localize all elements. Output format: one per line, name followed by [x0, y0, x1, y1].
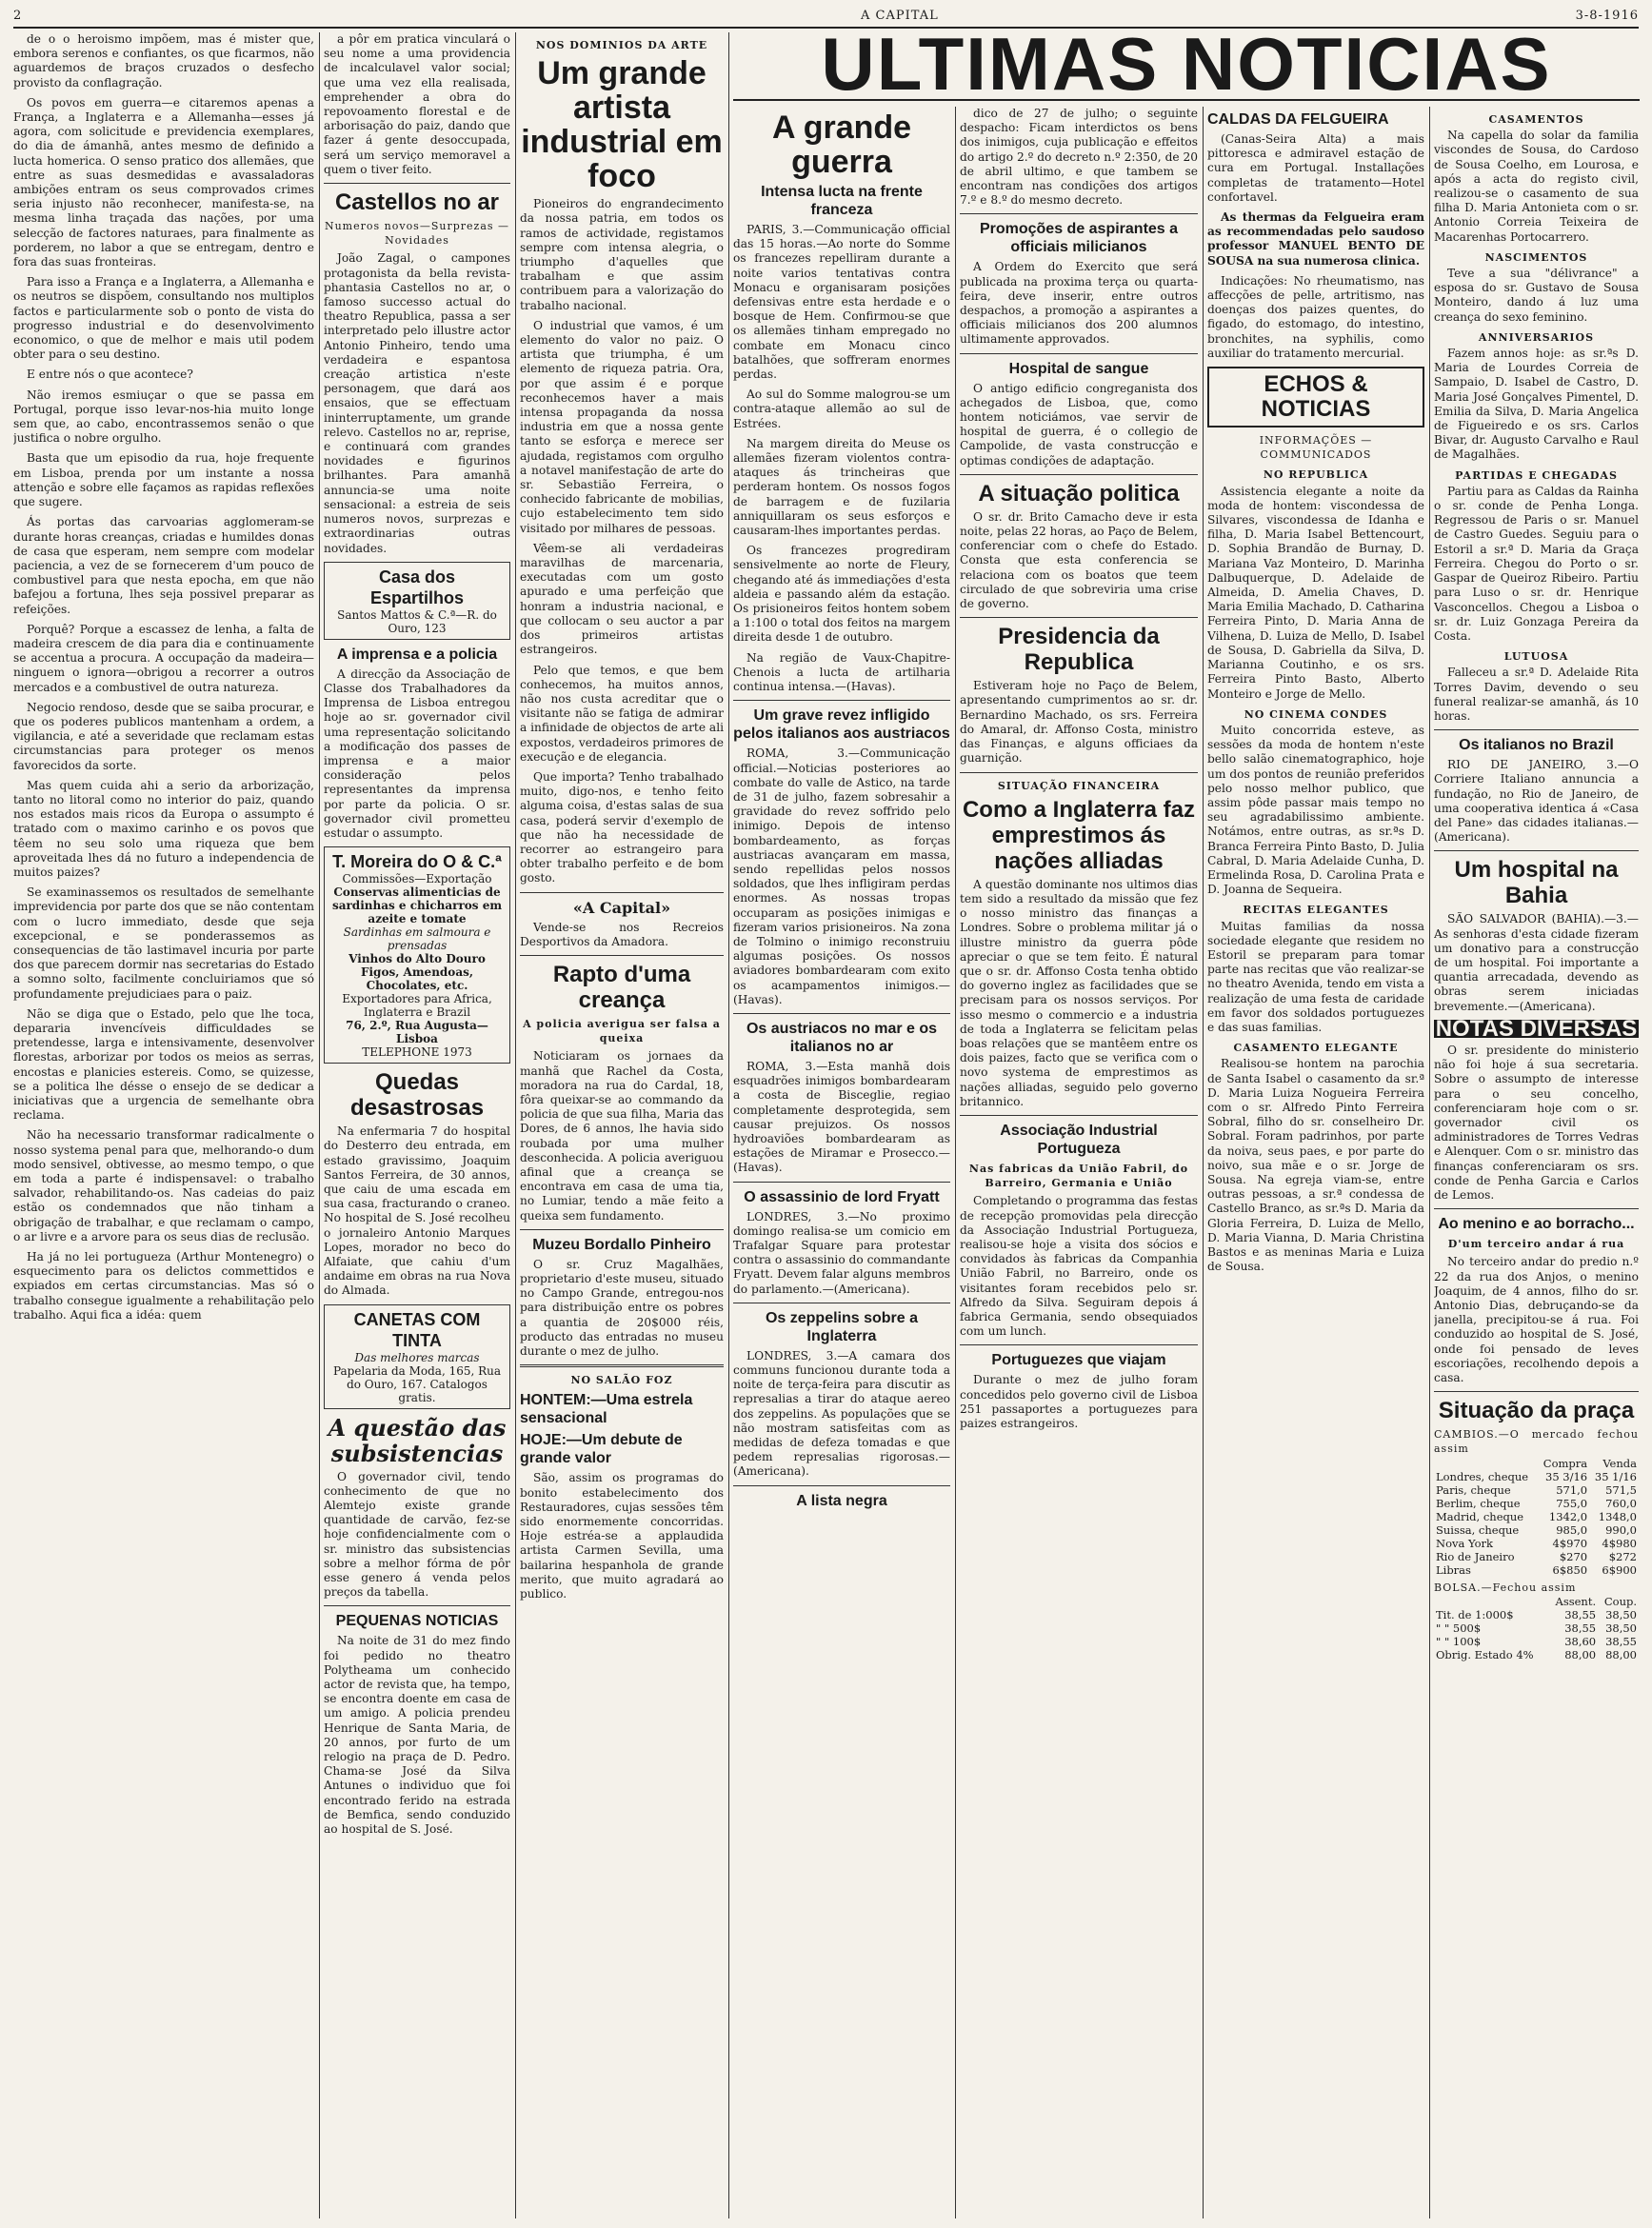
article-headline: A imprensa e a policia — [336, 646, 498, 663]
divider — [960, 353, 1198, 354]
divider — [733, 1485, 950, 1486]
paragraph: O sr. Cruz Magalhães, proprietario d'este museu, situado no Campo Grande, entregou-nos para distribuição entre os pobres a quantia de 20$000 réis, producto das entradas no museu durante o mez de julho. — [520, 1257, 724, 1359]
article-headline: A grande guerra — [771, 109, 912, 180]
table-cell: Paris, cheque — [1436, 1482, 1511, 1497]
paragraph: O governador civil, tendo conhecimento de que no Alemtejo existe grande quantidade de carvão, fez-se hoje confidencialmente com o sr. ministro das subsistencias sobre a melhor fórma de pôr esse genero á venda pelos preços da tabella. — [324, 1469, 510, 1600]
table-cell: 1342,0 — [1548, 1509, 1588, 1523]
article-headline: Associação Industrial Portugueza — [1000, 1122, 1158, 1157]
column-divider — [1203, 107, 1204, 2218]
table-cell: 990,0 — [1605, 1522, 1637, 1537]
article-headline: PEQUENAS NOTICIAS — [335, 1613, 499, 1630]
section-kicker: RECITAS ELEGANTES — [1243, 904, 1389, 917]
table-row — [1434, 1537, 1639, 1550]
table-cell: 985,0 — [1556, 1522, 1588, 1537]
paragraph: Completando o programma das festas de recepção promovidas pela direcção da Associação Industrial Portugueza, realisou-se hoje a visita dos sócios e convidados às fabricas da Companhia União Fabril, no Barreiro, onde os visitantes foram recebidos pelo sr. Alfredo da Silva. Seguiram depois á fabrica Germania, sendo obsequiados com um lunch. — [960, 1194, 1198, 1339]
table-cell: 755,0 — [1556, 1496, 1588, 1510]
article-headline: Ao menino e ao borracho... — [1438, 1216, 1635, 1233]
advert-title: T. Moreira do O & C.ª — [332, 852, 502, 872]
section-kicker: NOS DOMINIOS DA ARTE — [535, 39, 708, 51]
paragraph: Fazem annos hoje: as sr.ªs D. Maria de Lourdes Correia de Sampaio, D. Isabel de Castro, D. Maria José Gonçalves Pimentel, D. Emilia da Silva, D. Maria Angelica de Figueiredo e os srs. Carlos Bivar, dr. Augusto Carvalho e Raul de Magalhães. — [1434, 347, 1639, 462]
divider — [960, 474, 1198, 475]
paragraph: Assistencia elegante a noite da moda de hontem: viscondessa de Silvares, viscondessa de Idanha e filha, D. Maria Isabel Bettencourt, D. Sophia Brandão de Burnay, D. Mariana Vaz Monteiro, D. Marinha Dalbuquerque, D. Adelaide de Almeida, D. Amelia Chaves, D. Maria Emilia Machado, D. Catharina Ferreira Pinto, D. Maria Anna de Vilhena, D. Luiza de Mello, D. Isabel de Sousa, D. Gabriella da Silva, D. Marianna Coutinho, e os srs. Ferreira Pinto Basto, Alberto Monteiro e Jorge de Mello. — [1207, 484, 1424, 701]
paragraph: Falleceu a sr.ª D. Adelaide Rita Torres Davim, devendo o seu funeral realizar-se amanhã, ás 10 horas. — [1434, 666, 1639, 723]
paragraph: SÃO SALVADOR (BAHIA).—3.—As senhoras d'esta cidade fizeram um donativo para a construcção de um hospital. Foi importante a quantia arrecadada, devendo as obras serem iniciadas brevemente.—(Americana). — [1434, 912, 1639, 1013]
table-row — [1434, 1510, 1639, 1523]
advert-address: Santos Mattos & C.ª—R. do Ouro, 123 — [337, 607, 497, 635]
table-row — [1434, 1648, 1639, 1661]
article-headline: «A Capital» — [572, 898, 671, 917]
column-divider — [319, 32, 320, 2218]
advert-phone: TELEPHONE 1973 — [362, 1045, 472, 1060]
paragraph: Durante o mez de julho foram concedidos pelo governo civil de Lisboa 251 passaportes a portuguezes para paizes estrangeiros. — [960, 1373, 1198, 1430]
column-4 — [733, 107, 950, 2218]
masthead-small: A CAPITAL — [861, 8, 939, 23]
issue-date: 3-8-1916 — [1575, 8, 1639, 23]
article-headline: HOJE:—Um debute de grande valor — [520, 1432, 683, 1467]
divider — [1434, 729, 1639, 730]
paragraph: Ha já no lei portugueza (Arthur Montenegro) o esquecimento para os delictos commettidos e expiados em certas circumstancias. Mas só o trabalho consegue igualmente a rehabilitação pelo trabalho. Aqui fica a idéa: quem — [13, 1250, 314, 1322]
article-headline: Os zeppelins sobre a Inglaterra — [765, 1309, 919, 1344]
exchange-table — [1434, 1457, 1639, 1577]
paragraph: Não iremos esmiuçar o que se passa em Portugal, porque isso levar-nos-hia muito longe sem que, ao cabo, encontrassemos senão o que justifica o nobre orgulho. — [13, 388, 314, 446]
section-kicker: NO REPUBLICA — [1263, 468, 1369, 482]
column-6 — [1207, 107, 1424, 2218]
divider — [960, 617, 1198, 618]
paragraph: Que importa? Tenho trabalhado muito, digo-nos, e tenho feito alguma coisa, d'estas salas de sua casa, poderá servir d'exemplo de que não ha necessidade de recorrer ao estrangeiro para obter trabalho perfeito e de bom gosto. — [520, 769, 724, 885]
table-header-cell: Compra — [1543, 1456, 1588, 1470]
table-cell: 88,00 — [1605, 1647, 1637, 1661]
table-cell: 1348,0 — [1598, 1509, 1637, 1523]
table-cell: 35 3/16 — [1545, 1469, 1588, 1483]
section-title-echos: ECHOS & NOTICIAS — [1207, 367, 1424, 428]
article-subhead: A policia averigua ser falsa a queixa — [523, 1017, 721, 1045]
table-cell: 38,55 — [1605, 1634, 1637, 1648]
article-headline: Um grave revez infligido pelos italianos aos austriacos — [733, 707, 950, 743]
paragraph: de o o heroismo impõem, mas é mister que, embora serenos e confiantes, os que ficarmos, não aguardemos de braços cruzados o desfecho provisto da conflagração. — [13, 32, 314, 90]
table-cell: 6$850 — [1552, 1562, 1588, 1577]
advert-line: Das melhores marcas — [354, 1350, 480, 1364]
table-header-row — [1434, 1595, 1639, 1608]
paragraph: A questão dominante nos ultimos dias tem sido a resultado da missão que fez o nosso ministro das finanças a Londres. Sobre o problema militar já o illustre ministro da guerra pôde apreciar o que se tem feito. É natural que o sr. dr. Affonso Costa tenha obtido do governo inglez as facilidades que se precisam para os nossos serviços. Por isso mesmo o commercio e a industria de toda a Inglaterra se felicitam pelas boas relações que se mantêem entre os dois paizes, facto que se verifica com o novo systema de emprestimos as nações alliadas, seguido pelo governo britannico. — [960, 877, 1198, 1108]
advert-line: Exportadores para Africa, Inglaterra e Brazil — [342, 992, 492, 1020]
table-cell: Obrig. Estado 4% — [1436, 1647, 1534, 1661]
advert-address: 76, 2.º, Rua Augusta—Lisboa — [346, 1019, 488, 1046]
section-title-notas: NOTAS DIVERSAS — [1435, 1015, 1638, 1042]
table-row — [1434, 1621, 1639, 1635]
section-kicker: CASAMENTO ELEGANTE — [1233, 1042, 1399, 1055]
paragraph: ROMA, 3.—Esta manhã dois esquadrões inimigos bombardearam a costa de Bisceglie, regiao completamente desprotegida, sem causar prejuizos. Os nossos hydroaviões bombardearam as estações de Miramar e Prosecco.—(Havas). — [733, 1059, 950, 1175]
table-cell: Suissa, cheque — [1436, 1522, 1520, 1537]
table-row — [1434, 1550, 1639, 1563]
table-cell: $270 — [1559, 1549, 1588, 1563]
divider — [960, 772, 1198, 773]
paragraph: João Zagal, o campones protagonista da bella revista-phantasia Castellos no ar, o famoso successo actual do theatro Republica, passa a ser interpretado pelo illustre actor Antonio Pinheiro, tendo uma verdadeira e espantosa creação artistica n'este personagem, que dará aos ensaios, que se effectuam ininterruptamente, um grande relevo. Castellos no ar, reprise, e continuará com grandes novidades e figurinos brilhantes. Para amanhã annuncia-se uma noite sensacional: a estreia de seis numeros novos, surprezas e extraordinarias outras novidades. — [324, 251, 510, 555]
table-cell: $272 — [1608, 1549, 1637, 1563]
paragraph: dico de 27 de julho; o seguinte despacho: Ficam interdictos os bens dos inimigos, cuja publicação e effeitos do artigo 2.º do decreto n.º 2:350, de 20 de abril ultimo, e que tambem se encontram nas condições dos artigos 7.º e 8.º do mesmo decreto. — [960, 107, 1198, 208]
table-cell: Libras — [1436, 1562, 1471, 1577]
bolsa-table — [1434, 1595, 1639, 1661]
article-headline: A questão das subsistencias — [328, 1413, 507, 1467]
paragraph: Os francezes progrediram sensivelmente ao norte de Fleury, chegando até ás immediações d'esta aldeia e passando além da estação. Os prisioneiros feitos hontem sobem a 1:100 o total dos feitos na margem direita desde 1 de outubro. — [733, 544, 950, 645]
column-7 — [1434, 107, 1639, 2218]
table-cell: " " 500$ — [1436, 1621, 1482, 1635]
article-headline: Hospital de sangue — [1008, 360, 1149, 377]
paragraph: Estiveram hoje no Paço de Belem, apresentando cumprimentos ao sr. dr. Bernardino Machado, os srs. Ferreira do Amaral, dr. Affonso Costa, ministro das Finanças, e alguns officiaes da guarnição. — [960, 679, 1198, 766]
paragraph: Muitas familias da nossa sociedade elegante que residem no Estoril se preparam para tomar parte nas recitas que vão realizar-se no theatro Avenida, tendo em vista a realização de uma festa de caridade em favor dos soldados portuguezes e das suas familias. — [1207, 919, 1424, 1034]
paragraph: O industrial que vamos, é um elemento do valor no paiz. O artista que triumpha, é um elemento de riqueza patria. Ora, por que assim é e porque reconhecemos haver a mais intensa propaganda da nossa industria em que a nossa gente tanto se esforça e merece ser ajudada, registamos com orgulho a notavel manifestação de arte do sr. Sebastião Ferreira, o conhecido fabricante de mobilias, cujo estabelecimento tem sido visitado por milhares de pessoas. — [520, 318, 724, 535]
column-divider — [515, 32, 516, 2218]
paragraph: Vêem-se ali verdadeiras maravilhas de marcenaria, executadas com um gosto apurado e uma perfeição que honram a industria nacional, e que collocam o seu auctor a par dos primeiros artistas estrangeiros. — [520, 541, 724, 657]
paragraph: LONDRES, 3.—A camara dos communs funcionou durante toda a noite de terça-feira para discutir as represalias a tirar do ataque aereo dos zeppelins. As populações que se não mostram satisfeitas com as medidas de defeza tomadas e que pedem represalias rigorosas.—(Americana). — [733, 1348, 950, 1479]
paragraph: Mas quem cuida ahi a serio da arborização, tanto no litoral como no interior do paiz, quando nos estados mais ricos da Europa o assumpto é tratado com o maximo carinho e os povos que têem no seu solo uma riqueza que bem aproveitada lhes dá no futuro a independencia de muitos paizes? — [13, 778, 314, 879]
paragraph: Não ha necessario transformar radicalmente o nosso systema penal para que, melhorando-o dum modo sensivel, obtivesse, ao mesmo tempo, o que em toda a parte é indispensavel: o trabalho salvador, rehabilitando-os. Nas cadeias do paiz estão os condemnados que não tinham a obrigação de trabalhar, e que reclamam o campo, o ar livre e a arvore para os seus dias de reclusão. — [13, 1128, 314, 1243]
table-row — [1434, 1608, 1639, 1621]
section-kicker: NASCIMENTOS — [1484, 250, 1588, 264]
divider — [1434, 1208, 1639, 1209]
table-header-cell — [1434, 1457, 1538, 1470]
article-headline: Muzeu Bordallo Pinheiro — [532, 1236, 711, 1253]
table-cell: 35 1/16 — [1594, 1469, 1637, 1483]
paragraph: A direcção da Associação de Classe dos Trabalhadores da Imprensa de Lisboa entregou hoje ao sr. governador civil uma representação solicitando a modificação dos passes de imprensa e a maior consideração pelos representantes da imprensa por parte da policia. O sr. governador civil prometteu estudar o assumpto. — [324, 666, 510, 840]
paragraph: Na enfermaria 7 do hospital do Desterro deu entrada, em estado gravissimo, Joaquim Santos Ferreira, de 30 annos, que caiu de uma escada em sua casa, fracturando o craneo. No hospital de S. José recolheu o jornaleiro Antonio Marques Lopes, morador no beco do Alfaiate, que cahiu d'um andaime em obras na rua Nova do Almada. — [324, 1124, 510, 1298]
paragraph: Ás portas das carvoarias agglomeram-se durante horas creanças, criadas e humildes donas de casa que esperam, nem sempre com modelar paciencia, a vez de se fornecerem d'um pouco de combustivel para que nesta epocha, em que não bafejou a fortuna, lhes seja possivel preparar as refeições. — [13, 515, 314, 616]
advert-line: Commissões—Exportação — [342, 872, 492, 886]
section-kicker: LUTUOSA — [1503, 650, 1569, 664]
table-row — [1434, 1483, 1639, 1497]
table-header-cell: Coup. — [1603, 1594, 1637, 1608]
paragraph: São, assim os programas do bonito estabelecimento dos Restauradores, cujas sessões têm sido enormemente concorridas. Hoje estréa-se a applaudida artista Carmen Sevilla, uma bailarina hespanhola de grande merito, que muito agradará ao publico. — [520, 1471, 724, 1601]
advert-line: Vinhos do Alto Douro — [348, 952, 486, 966]
divider — [1434, 850, 1639, 851]
table-header-cell: Assent. — [1555, 1594, 1597, 1608]
table-cell: 88,00 — [1564, 1647, 1597, 1661]
column-5 — [960, 107, 1198, 2218]
article-headline: Portuguezes que viajam — [991, 1352, 1166, 1369]
table-cell: 571,0 — [1556, 1482, 1588, 1497]
section-kicker: NO CINEMA CONDES — [1244, 707, 1388, 721]
article-headline: Os italianos no Brazil — [1459, 737, 1614, 754]
paragraph: PARIS, 3.—Communicação official das 15 horas.—Ao norte do Somme os francezes repelliram durante a noite varios tentativas contra Monacu e organisaram posições defensivas entre esta herdade e o bosque de Hem. Confirmou-se que os allemães tinham empregado no combate em Monacu cinco batalhões, que soffreram enormes perdas. — [733, 223, 950, 382]
paragraph: Vende-se nos Recreios Desportivos da Amadora. — [520, 920, 724, 948]
paragraph: Os povos em guerra—e citaremos apenas a França, a Inglaterra e a Allemanha—esses já agora, com solicitude e previdencia exemplares, do dia de ámanhã, antes mesmo de definido a lucta homerica. O senso pratico dos allemães, que entre as suas desmedidas e avassaladoras ambições entram os seus comprovados crimes seria injusto não reconhecer, manifesta-se, na mesma linha traçada das nações, por uma selecção de factores naturaes, para finalmente as porderem, no labor a que se entregam, dentro e fora das suas fronteiras. — [13, 95, 314, 269]
paragraph: O antigo edificio congreganista dos achegados de Lisboa, que, como hontem noticiámos, vae servir de hospital de guerra, é o collegio de Campolide, de vasta construcção e optimas condições de adaptação. — [960, 381, 1198, 467]
table-cell: " " 100$ — [1436, 1634, 1482, 1648]
paragraph: Para isso a França e a Inglaterra, a Allemanha e os neutros se dispõem, consultando nos multiplos factos e particularmente sob o ponto de vista do progresso industrial e do desenvolvimento economico, o que de melhor e mais util podem obter para o seu destino. — [13, 275, 314, 362]
paragraph: a pôr em pratica vinculará o seu nome a uma providencia de incalculavel valor social; que uma vez ella realisada, emprehender a obra do repovoamento florestal e de arborisação do paiz, dando que fazer á gente desoccupada, será um serviço memoravel a quem o tiver feito. — [324, 32, 510, 176]
paragraph: Negocio rendoso, desde que se saiba procurar, e que os poderes publicos mantenham a ordem, a vigilancia, e até a severidade que reclamam estas circumstancias para proteger os menos favorecidos da sorte. — [13, 700, 314, 772]
paragraph: Noticiaram os jornaes da manhã que Rachel da Costa, moradora na rua do Cardal, 18, fôra queixar-se ao commando da policia de que sua filha, Maria das Dores, de 6 annos, lhe havia sido roubada por uma mulher desconhecida. A policia averiguou afinal que a creança se encontrava em casa de uma tia, no Lumiar, tendo a mãe feito a queixa sem fundamento. — [520, 1049, 724, 1223]
divider — [960, 1115, 1198, 1116]
advert-title: CANETAS COM TINTA — [353, 1309, 481, 1350]
paragraph: ROMA, 3.—Communicação official.—Noticias posteriores ao combate do valle de Astico, na tarde de 31 de julho, fazem sobresahir a gravidade do revez soffrido pelo inimigo. Depois de intenso bombardeamento, as forças austriacas avançaram em massa, sendo repellidas pelos nossos soldados, que lhes infligiram perdas enormes. As nossas tropas occuparam as posições inimigas e fizeram varios prisioneiros. Na zona de Tolmino o inimigo reconstruiu algumas posições. Os nossos aviadores bombardearam com exito os acampamentos inimigos.—(Havas). — [733, 746, 950, 1006]
section-subtitle: INFORMAÇÕES — COMMUNICADOS — [1259, 434, 1373, 462]
article-headline: Um grande artista industrial em foco — [521, 55, 723, 195]
section-kicker: ANNIVERSARIOS — [1478, 330, 1595, 344]
article-headline: A situação politica — [978, 480, 1180, 507]
table-row — [1434, 1635, 1639, 1648]
divider — [324, 1605, 510, 1606]
paragraph: Na margem direita do Meuse os allemães fizeram violentos contra-ataques ás trincheiras que perderam hontem. Os nossos fogos de barragem e de fuzilaria anniquillaram os seus esforços e causaram-lhes importantes perdas. — [733, 436, 950, 538]
section-kicker: PARTIDAS E CHEGADAS — [1455, 468, 1618, 482]
article-subhead: Nas fabricas da União Fabril, do Barreiro, Germania e União — [968, 1162, 1189, 1190]
divider — [733, 1013, 950, 1014]
cambios-caption: CAMBIOS.—O mercado fechou assim — [1434, 1428, 1639, 1456]
divider — [733, 1182, 950, 1183]
table-cell: Berlim, cheque — [1436, 1496, 1521, 1510]
table-cell: 571,5 — [1605, 1482, 1637, 1497]
paragraph: Teve a sua "délivrance" a esposa do sr. Gustavo de Sousa Monteiro, dando á luz uma creança do sexo feminino. — [1434, 267, 1639, 324]
article-headline: CALDAS DA FELGUEIRA — [1207, 111, 1389, 128]
paragraph: Indicações: No rheumatismo, nas affecções de pelle, artritismo, nas doenças dos paizes quentes, do figado, do estomago, do intestino, bronchites, na syphilis, como auxiliar do tratamento mercurial. — [1207, 273, 1424, 360]
table-row — [1434, 1470, 1639, 1483]
paragraph: Partiu para as Caldas da Rainha o sr. conde de Penha Longa. Regressou de Paris o sr. Manuel de Castro Guedes. Seguiu para o Estoril a sr.ª D. Maria da Graça Ferreira. Chegou do Porto o sr. Gaspar de Queiroz Ribeiro. Partiu para Luso o sr. dr. Henrique Vasconcellos. Chegou a Lisboa o sr. dr. Luiz Gonzaga Pereira da Costa. — [1434, 484, 1639, 643]
divider — [520, 955, 724, 956]
table-cell: 4$980 — [1602, 1536, 1637, 1550]
article-subhead: Intensa lucta na frente franceza — [761, 184, 923, 218]
divider — [520, 892, 724, 893]
advert-moreira — [324, 846, 510, 1064]
section-kicker: NO SALÃO FOZ — [570, 1374, 673, 1387]
table-header-row — [1434, 1457, 1639, 1470]
advert-line: Conservas alimenticias de sardinhas e chicharros em azeite e tomate — [331, 885, 503, 926]
paragraph: LONDRES, 3.—No proximo domingo realisa-se um comicio em Trafalgar Square para protestar contra o assassinio do commandante Fryatt. Devem falar alguns membros do parlamento.—(Americana). — [733, 1209, 950, 1296]
paragraph: Realisou-se hontem na parochia de Santa Isabel o casamento da sr.ª D. Maria Luiza Nogueira Ferreira com o sr. Alfredo Pinto Ferreira Sobral, filho do sr. conselheiro Dr. Sobral. Foram padrinhos, por parte da noiva, seus paes, e por parte do noivo, sua mãe e o sr. Jorge de Sousa. Na egreja viam-se, entre outras pessoas, a sr.ª condessa de Castello Branco, as sr.ªs D. Maria da Gloria Ferreira, D. Luiza de Mello, D. Maria Vianna, D. Maria Christina Bastos e as meninas Maria e Luiza de Sousa. — [1207, 1057, 1424, 1274]
article-headline: Promoções de aspirantes a officiais milicianos — [979, 221, 1179, 256]
table-row — [1434, 1523, 1639, 1537]
article-headline: Presidencia da Republica — [998, 624, 1160, 676]
article-subhead: Numeros novos—Surprezas —Novidades — [324, 220, 510, 248]
article-headline: Castellos no ar — [334, 189, 500, 216]
paragraph: Não se diga que o Estado, pelo que lhe toca, depararia invencíveis difficuldades se pretendesse, larga e intensivamente, desenvolver florestas, arborizar por todos os meios as serras, encostas e planicies estereis. Como, se quizesse, se a politica lhe désse o ensejo de se dedicar a iniciativas que a urgencia de semelhante obra reclama. — [13, 1006, 314, 1123]
column-divider — [728, 32, 729, 2218]
table-cell: 4$970 — [1552, 1536, 1588, 1550]
advert-line: Figos, Amendoas, Chocolates, etc. — [360, 965, 474, 993]
divider — [520, 1229, 724, 1230]
divider — [324, 183, 510, 184]
column-divider — [1429, 107, 1430, 2218]
divider — [960, 1344, 1198, 1345]
column-divider — [955, 107, 956, 2218]
paragraph: Na capella do solar da familia viscondes de Sousa, do Cardoso de Sousa Coelho, em Lourosa, e após a acta do registo civil, realizou-se o casamento de sua filha D. Maria Antonieta com o sr. Antonio Correia Teixeira de Macarenhas Portocarrero. — [1434, 129, 1639, 244]
paragraph: Se examinassemos os resultados de semelhante imprevidencia por parte dos que se não contentam com o lucro immediato, desde que seja excepcional, e se ponderassemos as consequencias de tão lastimavel incuria por parte dos que parecem dormir nas secretarias do Estado a somno solto, facilmente concluiriamos que só profundamente prejudiciaes para o paiz. — [13, 885, 314, 1001]
paragraph: Pelo que temos, e que bem conhecemos, ha muitos annos, não nos custa acreditar que o visitante não se fatiga de admirar a infinidade de objectos de arte ali expostos, verdadeiros primores de execução e de elegancia. — [520, 663, 724, 764]
table-cell: 760,0 — [1605, 1496, 1637, 1510]
table-cell: Nova York — [1436, 1536, 1493, 1550]
article-subhead: D'um terceiro andar á rua — [1447, 1238, 1625, 1251]
divider — [960, 213, 1198, 214]
table-cell: 6$900 — [1602, 1562, 1637, 1577]
table-cell: 38,60 — [1564, 1634, 1597, 1648]
paragraph: Muito concorrida esteve, as sessões da moda de hontem n'este bello salão cinematographico, hoje um dos pontos de reunião preferidos pelo nosso melhor publico, que assim pôde passar mais tempo no seu agradabilissimo ambiente. Notámos, entre outras, as sr.ªs D. Branca Ferreira Pinto Basto, D. Julia Cabral, D. Maria Adelaide Cunha, D. Ermelinda Rosa, D. Carolina Prata e D. Joanna de Sequeira. — [1207, 723, 1424, 897]
bolsa-caption: BOLSA.—Fechou assim — [1434, 1581, 1577, 1594]
article-headline: A lista negra — [796, 1492, 887, 1509]
section-kicker: SITUAÇÃO FINANCEIRA — [997, 779, 1161, 792]
column-3 — [520, 32, 724, 2218]
table-header-cell: Venda — [1602, 1456, 1637, 1470]
table-cell: Londres, cheque — [1436, 1469, 1529, 1483]
article-headline: Os austriacos no mar e os italianos no ar — [746, 1020, 938, 1055]
paragraph: E entre nós o que acontece? — [27, 368, 193, 382]
article-headline: Um hospital na Bahia — [1454, 857, 1619, 909]
advert-canetas — [324, 1304, 510, 1409]
table-cell: 38,50 — [1605, 1621, 1637, 1635]
page-number: 2 — [13, 8, 23, 23]
paragraph: (Canas-Seira Alta) a mais pittoresca e admiravel estação de cura em Portugal. Installações completas de tratamento—Hotel confortavel. — [1207, 132, 1424, 204]
table-cell: Madrid, cheque — [1436, 1509, 1524, 1523]
article-headline: Quedas desastrosas — [349, 1069, 485, 1122]
paragraph: A Ordem do Exercito que será publicada na proxima terça ou quarta-feira, deve inserir, entre outros despachos, a promoção a aspirantes a officiais milicianos dos 200 alumnos ultimamente approvados. — [960, 260, 1198, 347]
article-headline: Situação da praça — [1438, 1398, 1635, 1424]
divider — [1434, 1391, 1639, 1392]
advert-line: Papelaria da Moda, 165, Rua do Ouro, 167. Catalogos gratis. — [332, 1363, 502, 1404]
table-row — [1434, 1563, 1639, 1577]
paragraph: No terceiro andar do predio n.º 22 da rua dos Anjos, o menino Joaquim, de 4 annos, filho do sr. Antonio Dias, debruçando-se da janella, precipitou-se á rua. Foi conduzido ao hospital de S. José, onde foi pensado de leves escoriações, recolhendo depois a casa. — [1434, 1255, 1639, 1385]
table-cell: Tit. de 1:000$ — [1436, 1607, 1514, 1621]
article-headline: Rapto d'uma creança — [552, 961, 691, 1013]
paragraph: Na região de Vaux-Chapitre-Chenois a lucta de artilharia continua intensa.—(Havas). — [733, 650, 950, 694]
table-cell: 38,55 — [1564, 1607, 1597, 1621]
advert-line: Sardinhas em salmoura e prensadas — [343, 925, 491, 953]
article-headline: HONTEM:—Uma estrela sensacional — [520, 1392, 693, 1427]
table-row — [1434, 1497, 1639, 1510]
paragraph: As thermas da Felgueira eram as recommendadas pelo saudoso professor MANUEL BENTO DE SOUSA na sua numerosa clinica. — [1207, 210, 1424, 268]
paragraph: RIO DE JANEIRO, 3.—O Corriere Italiano annuncia a fundação, no Rio de Janeiro, de uma cooperativa identica á «Casa del Pane» das cidades italianas.—(Americana). — [1434, 758, 1639, 845]
paragraph: O sr. presidente do ministerio não foi hoje á sua secretaria. Sobre o assumpto de interesse para o seu concelho, conferenciaram hoje com o sr. governador civil os administradores de Torres Vedras e Alenquer. Com o sr. ministro das finanças conferenciaram os srs. conde de Penha Garcia e Carlos de Lemos. — [1434, 1043, 1639, 1202]
table-cell: 38,50 — [1605, 1607, 1637, 1621]
article-headline: O assassinio de lord Fryatt — [744, 1188, 940, 1205]
divider — [520, 1364, 724, 1367]
paragraph: O sr. dr. Brito Camacho deve ir esta noite, pelas 22 horas, ao Paço de Belem, conferenciar com o chefe do Estado. Consta que esta conferencia se relaciona com os boatos que teem circulado de que sobreviria uma crise de governo. — [960, 509, 1198, 611]
paragraph: Ao sul do Somme malogrou-se um contra-ataque allemão ao sul de Estrées. — [733, 388, 950, 430]
column-2 — [324, 32, 510, 2218]
table-header-cell — [1434, 1595, 1548, 1608]
paragraph: Na noite de 31 do mez findo foi pedido no theatro Polytheama um conhecido actor de revista que, ha tempo, se encontra doente em casa de um amigo. A policia prendeu Henrique de Santa Maria, de 20 annos, por furto de um relogio na praça de D. Pedro. Chama-se José da Silva Antunes o individuo que foi encontrado ferido na estrada de Bemfica, sendo conduzido ao hospital de S. José. — [324, 1634, 510, 1837]
table-cell: 38,55 — [1564, 1621, 1597, 1635]
table-cell: Rio de Janeiro — [1436, 1549, 1515, 1563]
paragraph: Basta que um episodio da rua, hoje frequente em Lisboa, prenda por um instante a nossa attenção e sobre elle façamos as rapidas reflexões que sugere. — [13, 451, 314, 509]
column-1 — [13, 32, 314, 2218]
paragraph: Porquê? Porque a escassez de lenha, a falta de madeira crescem de dia para dia e continuamente se accentua a procura. A occupação da madeira—ninguem o ignora—obrigou a recorrer a outros mercados e a combustivel de outra natureza. — [13, 622, 314, 694]
banner-headline: ULTIMAS NOTICIAS — [733, 29, 1640, 101]
divider — [733, 700, 950, 701]
section-kicker: CASAMENTOS — [1488, 113, 1584, 126]
advert-espartilhos — [324, 562, 510, 640]
advert-title: Casa dos Espartilhos — [369, 567, 465, 607]
article-headline: Como a Inglaterra faz emprestimos ás nações alliadas — [962, 796, 1196, 874]
paragraph: Pioneiros do engrandecimento da nossa patria, em todos os ramos de actividade, registamos sempre com intensa alegria, o triumpho d'aquelles que trabalham e que assim contribuem para a valorização do trabalho nacional. — [520, 197, 724, 312]
